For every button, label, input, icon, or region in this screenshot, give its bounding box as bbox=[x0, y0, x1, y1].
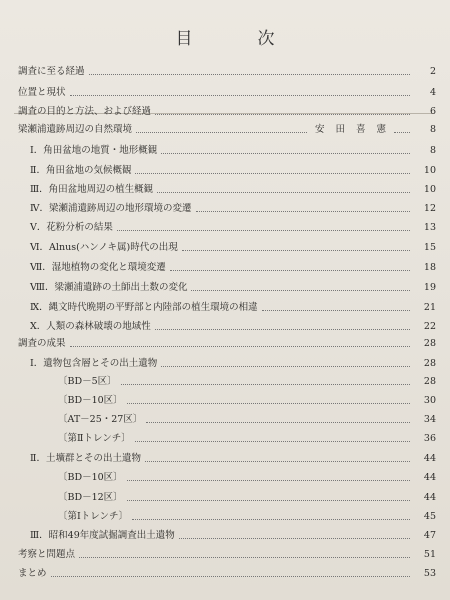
toc-entry-page: 8 bbox=[429, 145, 436, 156]
toc-entry-label: 〔BD－5区〕 bbox=[58, 376, 117, 387]
dot-leader bbox=[135, 441, 410, 442]
toc-entry-page: 28 bbox=[423, 358, 436, 369]
toc-entry-label: Ⅲ．昭和49年度試掘調査出土遺物 bbox=[30, 530, 175, 541]
toc-entry[interactable] bbox=[0, 104, 450, 118]
toc-entry[interactable] bbox=[0, 280, 450, 294]
dot-leader bbox=[121, 384, 410, 385]
dot-leader bbox=[161, 153, 410, 154]
dot-leader bbox=[127, 500, 410, 501]
toc-entry-page: 22 bbox=[423, 321, 436, 332]
toc-entry[interactable] bbox=[0, 240, 450, 254]
dot-leader bbox=[191, 290, 410, 291]
dot-leader bbox=[196, 211, 411, 212]
toc-entry-label: 考察と問題点 bbox=[18, 549, 76, 560]
toc-entry[interactable] bbox=[0, 201, 450, 215]
toc-entry-label: 〔AT－25・27区〕 bbox=[58, 414, 143, 425]
toc-entry-label: Ⅰ．角田盆地の地質・地形概観 bbox=[30, 145, 158, 156]
toc-entry[interactable] bbox=[0, 122, 450, 136]
toc-entry-label: Ⅵ．Alnus(ハンノキ属)時代の出現 bbox=[30, 242, 178, 253]
dot-leader bbox=[170, 270, 410, 271]
toc-entry-label: 調査の目的と方法、および経過 bbox=[18, 106, 152, 117]
toc-entry-label: Ⅶ．湿地植物の変化と環境変遷 bbox=[30, 262, 166, 273]
dot-leader bbox=[89, 74, 410, 75]
toc-entry-label: 調査に至る経過 bbox=[18, 66, 85, 77]
toc-entry[interactable] bbox=[0, 547, 450, 561]
dot-leader bbox=[79, 557, 410, 558]
toc-entry[interactable] bbox=[0, 336, 450, 350]
toc-entry[interactable] bbox=[0, 300, 450, 314]
toc-entry-page: 12 bbox=[423, 203, 436, 214]
dot-leader bbox=[155, 114, 410, 115]
toc-entry-label: 梁瀬浦遺跡周辺の自然環境 bbox=[18, 124, 133, 135]
dot-leader bbox=[179, 538, 410, 539]
toc-entry-page: 44 bbox=[423, 472, 436, 483]
dot-leader bbox=[132, 519, 410, 520]
toc-entry-label: まとめ bbox=[18, 568, 47, 579]
toc-entry-page: 10 bbox=[423, 165, 436, 176]
dot-leader bbox=[145, 461, 410, 462]
toc-entry[interactable] bbox=[0, 393, 450, 407]
dot-leader bbox=[146, 422, 410, 423]
toc-entry-page: 21 bbox=[423, 302, 436, 313]
toc-entry-page: 8 bbox=[429, 124, 436, 135]
toc-entry-page: 47 bbox=[423, 530, 436, 541]
toc-entry-page: 13 bbox=[423, 222, 436, 233]
toc-entry-label: Ⅷ．梁瀬浦遺跡の土師出土数の変化 bbox=[30, 282, 188, 293]
dot-leader bbox=[117, 230, 410, 231]
toc-entry[interactable] bbox=[0, 143, 450, 157]
toc-entry-label: 〔BD－10区〕 bbox=[58, 395, 123, 406]
toc-entry[interactable] bbox=[0, 528, 450, 542]
toc-entry[interactable] bbox=[0, 374, 450, 388]
dot-leader bbox=[157, 192, 410, 193]
dot-leader bbox=[70, 346, 410, 347]
toc-entry-label: Ⅰ．遺物包含層とその出土遺物 bbox=[30, 358, 158, 369]
toc-entry-page: 36 bbox=[423, 433, 436, 444]
toc-entry-page: 53 bbox=[423, 568, 436, 579]
toc-entry-label: Ⅹ．人類の森林破壊の地域性 bbox=[30, 321, 151, 332]
toc-entry-label: Ⅱ．土壙群とその出土遺物 bbox=[30, 453, 141, 464]
dot-leader bbox=[127, 480, 410, 481]
toc-entry[interactable] bbox=[0, 356, 450, 370]
toc-entry-label: Ⅳ．梁瀬浦遺跡周辺の地形環境の変遷 bbox=[30, 203, 192, 214]
toc-entry[interactable] bbox=[0, 260, 450, 274]
toc-entry[interactable] bbox=[0, 470, 450, 484]
toc-entry-page: 10 bbox=[423, 184, 436, 195]
dot-leader bbox=[70, 95, 410, 96]
dot-leader bbox=[136, 132, 307, 133]
toc-entry-page: 18 bbox=[423, 262, 436, 273]
toc-entry-label: 位置と現状 bbox=[18, 87, 66, 98]
toc-entry[interactable] bbox=[0, 451, 450, 465]
dot-leader bbox=[394, 132, 410, 133]
toc-entry[interactable] bbox=[0, 566, 450, 580]
toc-entry[interactable] bbox=[0, 85, 450, 99]
toc-entry-label: 〔BD－10区〕 bbox=[58, 472, 123, 483]
toc-entry[interactable] bbox=[0, 509, 450, 523]
toc-entry[interactable] bbox=[0, 163, 450, 177]
dot-leader bbox=[155, 329, 410, 330]
toc-entry[interactable] bbox=[0, 64, 450, 78]
toc-entry-page: 34 bbox=[423, 414, 436, 425]
dot-leader bbox=[182, 250, 410, 251]
dot-leader bbox=[135, 173, 410, 174]
toc-entry-label: 〔BD－12区〕 bbox=[58, 492, 123, 503]
toc-entry-label: Ⅲ．角田盆地周辺の植生概観 bbox=[30, 184, 154, 195]
toc-entry-page: 28 bbox=[423, 376, 436, 387]
toc-entry[interactable] bbox=[0, 431, 450, 445]
toc-entry-page: 4 bbox=[429, 87, 436, 98]
dot-leader bbox=[51, 576, 410, 577]
dot-leader bbox=[262, 310, 410, 311]
toc-entry-page: 19 bbox=[423, 282, 436, 293]
toc-entry[interactable] bbox=[0, 182, 450, 196]
toc-entry-label: Ⅱ．角田盆地の気候概観 bbox=[30, 165, 132, 176]
toc-entry-author: 安 田 喜 憲 bbox=[314, 124, 390, 135]
toc-entry-label: 〔第Ⅱトレンチ〕 bbox=[58, 433, 131, 444]
toc-entry-page: 2 bbox=[429, 66, 436, 77]
toc-entry[interactable] bbox=[0, 220, 450, 234]
toc-entry-page: 51 bbox=[423, 549, 436, 560]
dot-leader bbox=[127, 403, 410, 404]
toc-entry-page: 45 bbox=[423, 511, 436, 522]
toc-entry-page: 30 bbox=[423, 395, 436, 406]
toc-entry[interactable] bbox=[0, 319, 450, 333]
toc-entry-page: 44 bbox=[423, 453, 436, 464]
toc-entry-label: 〔第Ⅰトレンチ〕 bbox=[58, 511, 129, 522]
toc-entry-page: 28 bbox=[423, 338, 436, 349]
page-title: 目 次 bbox=[175, 29, 299, 49]
toc-entry[interactable] bbox=[0, 412, 450, 426]
toc-entry-label: Ⅸ．縄文時代晩期の平野部と内陸部の植生環境の相違 bbox=[30, 302, 258, 313]
toc-entry-page: 15 bbox=[423, 242, 436, 253]
toc-entry-label: 調査の成果 bbox=[18, 338, 66, 349]
toc-entry-page: 6 bbox=[429, 106, 436, 117]
toc-entry-page: 44 bbox=[423, 492, 436, 503]
dot-leader bbox=[161, 366, 410, 367]
toc-entry[interactable] bbox=[0, 490, 450, 504]
toc-entry-label: Ⅴ．花粉分析の結果 bbox=[30, 222, 113, 233]
